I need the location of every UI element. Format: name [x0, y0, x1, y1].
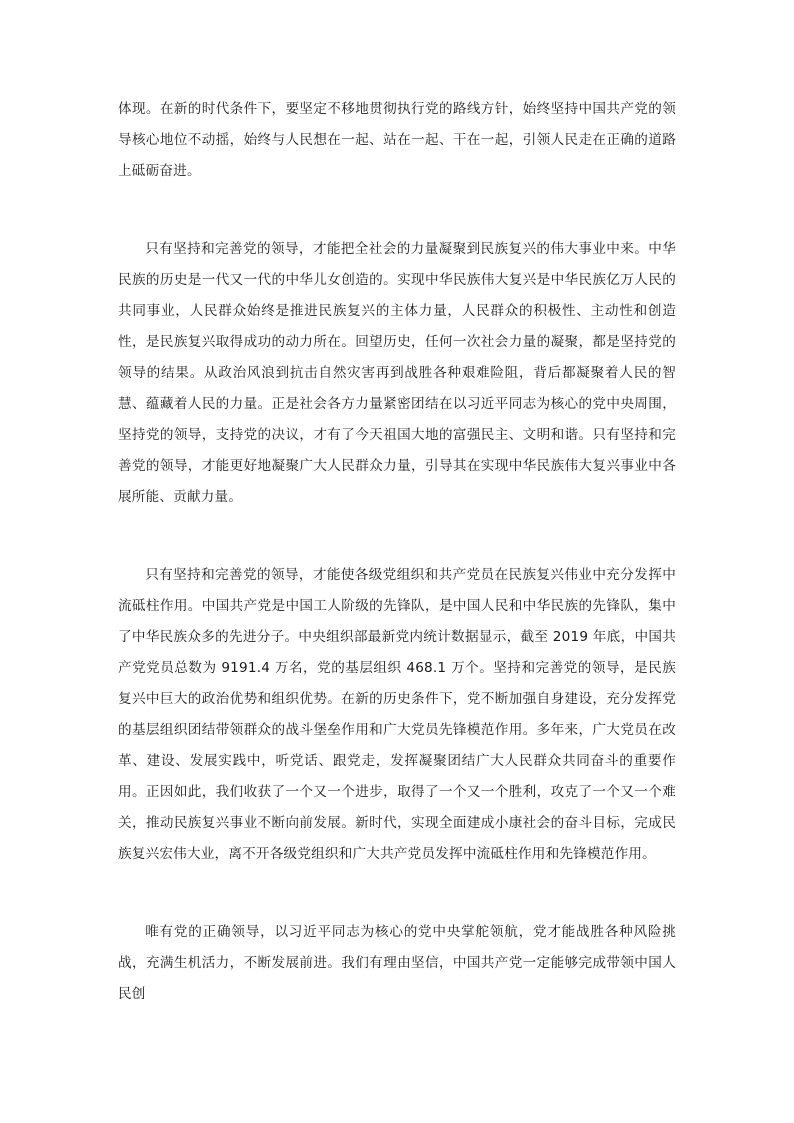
paragraph-2: 只有坚持和完善党的领导，才能把全社会的力量凝聚到民族复兴的伟大事业中来。中华民族的历史是一代又一代的中华儿女创造的。实现中华民族伟大复兴是中华民族亿万人民的共同事业，人民群众始终是推进民族复兴的主体力量，人民群众的积极性、主动性和创造性，是民族复兴取得成功的动力所在。回望历史，任何一次社会力量的凝聚，都是坚持党的领导的结果。从政治风浪到抗击自然灾害再到战胜各种艰难险阻，背后都凝聚着人民的智慧、蕴藏着人民的力量。正是社会各方力量紧密团结在以习近平同志为核心的党中央周围，坚持党的领导，支持党的决议，才有了今天祖国大地的富强民主、文明和谐。只有坚持和完善党的领导，才能更好地凝聚广大人民群众力量，引导其在实现中华民族伟大复兴事业中各展所能、贡献力量。	[118, 241, 676, 505]
document-body	[118, 94, 676, 1010]
paragraph-3: 只有坚持和完善党的领导，才能使各级党组织和共产党员在民族复兴伟业中充分发挥中流砥柱作用。中国共产党是中国工人阶级的先锋队，是中国人民和中华民族的先锋队，集中了中华民族众多的先进分子。中央组织部最新党内统计数据显示，截至 2019 年底，中国共产党党员总数为 9191.4 万名，党的基层组织 468.1 万个。坚持和完善党的领导，是民族复兴中巨大的政治优势和组织优势。在新的历史条件下，党不断加强自身建设，充分发挥党的基层组织团结带领群众的战斗堡垒作用和广大党员先锋模范作用。多年来，广大党员在改革、建设、发展实践中，听党话、跟党走，发挥凝聚团结广大人民群众共同奋斗的重要作用。正因如此，我们收获了一个又一个进步，取得了一个又一个胜利，攻克了一个又一个难关，推动民族复兴事业不断向前发展。新时代，实现全面建成小康社会的奋斗目标，完成民族复兴宏伟大业，离不开各级党组织和广大共产党员发挥中流砥柱作用和先锋模范作用。	[118, 567, 676, 862]
paragraph-1: 体现。在新的时代条件下，要坚定不移地贯彻执行党的路线方针，始终坚持中国共产党的领导核心地位不动摇，始终与人民想在一起、站在一起、干在一起，引领人民走在正确的道路上砥砺奋进。	[118, 101, 676, 179]
paragraph-4: 唯有党的正确领导，以习近平同志为核心的党中央掌舵领航，党才能战胜各种风险挑战，充满生机活力，不断发展前进。我们有理由坚信，中国共产党一定能够完成带领中国人民创	[118, 924, 676, 1002]
